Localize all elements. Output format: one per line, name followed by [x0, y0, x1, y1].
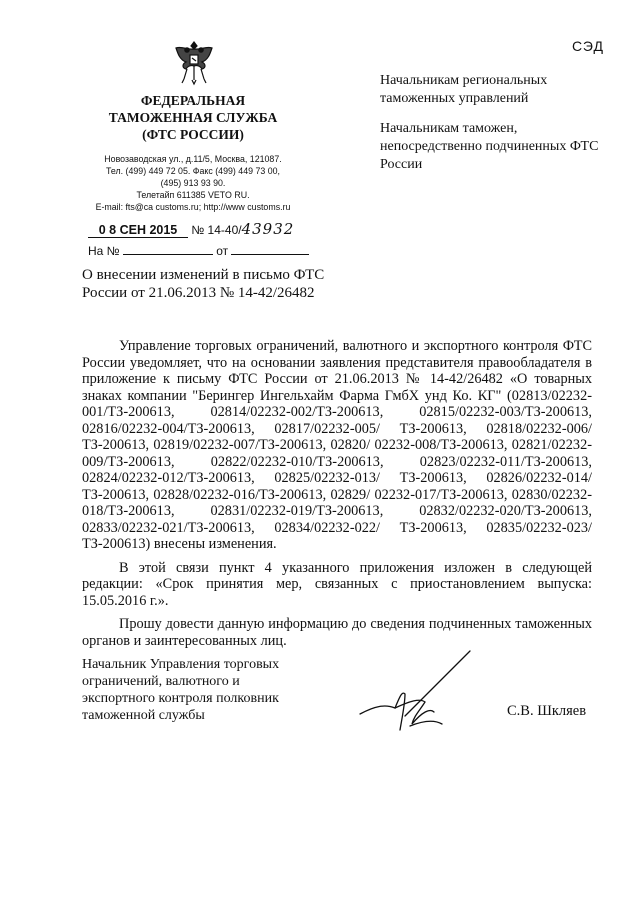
reference-date-blank: [231, 243, 309, 255]
reference-from-label: от: [216, 244, 229, 258]
registration-line: [88, 220, 294, 238]
org-address: [69, 154, 317, 214]
reference-line: [88, 243, 309, 258]
coat-of-arms-icon: [172, 38, 216, 86]
organization-header: [58, 92, 328, 214]
handwritten-signature: [350, 646, 500, 736]
address-teletype: Телетайп 611385 VETO RU.: [136, 190, 250, 201]
registration-date: 0 8 СЕН 2015: [88, 223, 188, 238]
org-abbreviation: (ФТС РОССИИ): [142, 127, 244, 142]
body-paragraph-1: Управление торговых ограничений, валютного и экспортного контроля ФТС России уведомляет, что на основании заявления представителя правообладателя в приложение к письму ФТС России от 21.06.2013 № 14-42/26482 «О товарных знаках компании "Берингер Ингельхайм Фарма ГмбХ унд Ко. КГ" (02813/02232-001/ТЗ-200613, 02814/02232-002/ТЗ-200613, 02815/02232-003/ТЗ-200613, 02816/02232-004/ТЗ-200613, 02817/02232-005/ ТЗ-200613, 02818/02232-006/ТЗ-200613, 02819/02232-007/ТЗ-200613, 02820/ 02232-008/ТЗ-200613, 02821/02232-009/ТЗ-200613, 02822/02232-010/ТЗ-200613, 02823/02232-011/ТЗ-200613, 02824/02232-012/ТЗ-200613, 02825/02232-013/ ТЗ-200613, 02826/02232-014/ТЗ-200613, 02828/02232-016/ТЗ-200613, 02829/ 02232-017/ТЗ-200613, 02830/02232-018/ТЗ-200613, 02831/02232-019/ТЗ-200613, 02832/02232-020/ТЗ-200613, 02833/02232-021/ТЗ-200613, 02834/02232-022/ ТЗ-200613, 02835/02232-023/ТЗ-200613) внесены изменения.: [82, 338, 592, 552]
addressee-customs: Начальникам таможен, непосредственно подчиненных ФТС России: [380, 121, 599, 172]
reference-number-label: На №: [88, 244, 120, 258]
letter-body: [82, 338, 592, 656]
registration-number-handwritten: 43932: [241, 220, 295, 238]
signatory-title: Начальник Управления торговых ограничений, валютного и экспортного контроля полковник таможенной службы: [82, 657, 280, 723]
registration-number-label: № 14-40/: [191, 223, 242, 237]
signatory-name: С.В. Шкляев: [507, 703, 587, 719]
addressees: [380, 72, 620, 186]
body-paragraph-2: В этой связи пункт 4 указанного приложения изложен в следующей редакции: «Срок принятия мер, связанных с приостановлением выпуска: 15.05.2016 г.».: [82, 559, 592, 609]
addressee-regional: Начальникам региональных таможенных управлений: [380, 73, 548, 106]
address-phone: Тел. (499) 449 72 05. Факс (499) 449 73 00,: [105, 166, 281, 177]
address-phone-extra: (495) 913 93 90.: [160, 178, 226, 189]
document-system-mark: СЭД: [571, 38, 604, 54]
org-name-line1: ФЕДЕРАЛЬНАЯ: [140, 93, 246, 108]
body-paragraph-3: Прошу довести данную информацию до сведения подчиненных таможенных органов и заинтересованных лиц.: [82, 616, 592, 649]
reference-number-blank: [123, 243, 213, 255]
address-email: E-mail: fts@ca customs.ru; http://www customs.ru: [95, 202, 291, 213]
letter-subject: О внесении изменений в письмо ФТС России от 21.06.2013 № 14-42/26482: [82, 267, 325, 301]
org-name-line2: ТАМОЖЕННАЯ СЛУЖБА: [108, 110, 278, 125]
address-street: Новозаводская ул., д.11/5, Москва, 121087.: [104, 154, 282, 165]
